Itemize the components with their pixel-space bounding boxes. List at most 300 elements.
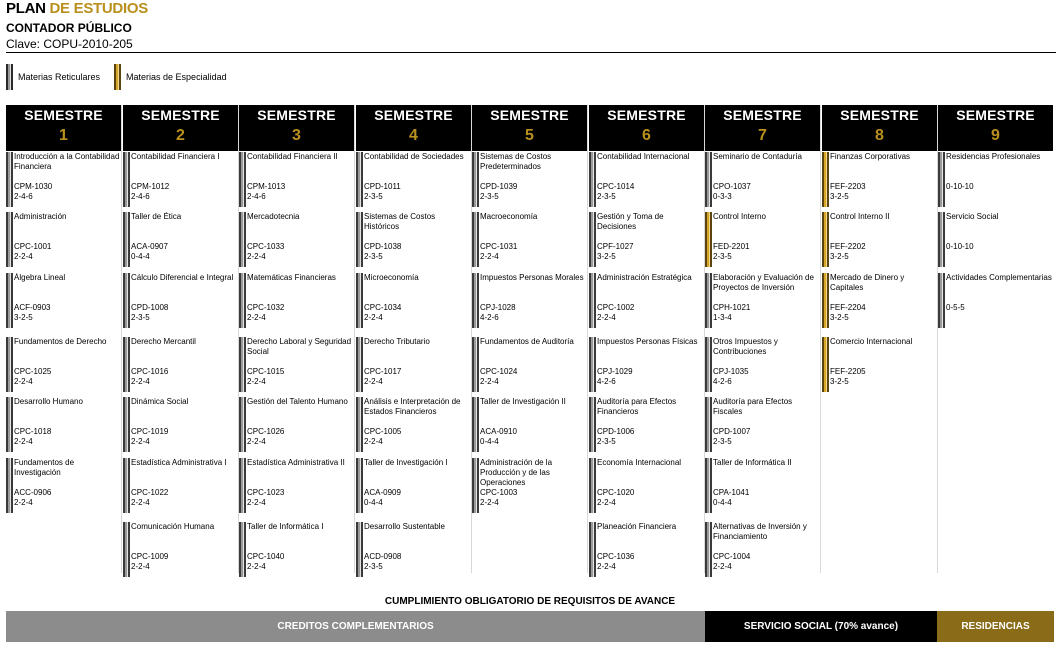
course-info <box>830 337 936 392</box>
course-name: Residencias Profesionales <box>946 152 1041 161</box>
course-card <box>356 522 470 577</box>
course-info <box>946 273 1052 328</box>
course-card <box>472 458 586 513</box>
course-credits: 0-5-5 <box>946 303 965 312</box>
legend <box>6 64 241 90</box>
course-code: CPC-1020 <box>597 488 635 497</box>
course-code: ACC-0906 <box>14 488 52 497</box>
reticular-marker <box>472 337 479 392</box>
course-code: FEF-2205 <box>830 367 866 376</box>
course-info <box>480 337 586 392</box>
reticular-marker <box>356 337 363 392</box>
legend-item-reticular <box>6 64 100 90</box>
course-info <box>14 337 120 392</box>
semester-column-9 <box>938 105 1053 573</box>
course-info <box>14 273 120 328</box>
course-code: CPH-1021 <box>713 303 751 312</box>
course-card <box>705 458 819 513</box>
course-name: Desarrollo Sustentable <box>364 522 445 531</box>
course-name: Administración <box>14 212 67 221</box>
course-name: Cálculo Diferencial e Integral <box>131 273 234 282</box>
course-name: Derecho Mercantil <box>131 337 196 346</box>
course-name: Gestión y Toma de Decisiones <box>597 212 664 231</box>
course-card <box>472 273 586 328</box>
course-credits: 2-2-4 <box>14 377 33 386</box>
semester-label: SEMESTRE <box>490 107 569 123</box>
course-name: Elaboración y Evaluación de Proyectos de Inversión <box>713 273 814 292</box>
course-credits: 2-2-4 <box>14 252 33 261</box>
course-code: CPC-1005 <box>364 427 402 436</box>
course-code: CPC-1014 <box>597 182 635 191</box>
course-credits: 2-2-4 <box>131 437 150 446</box>
reticular-marker <box>705 397 712 452</box>
reticular-marker <box>123 212 130 267</box>
course-credits: 4-2-6 <box>713 377 732 386</box>
course-code: FEF-2204 <box>830 303 866 312</box>
course-code: FEF-2202 <box>830 242 866 251</box>
course-card <box>589 522 703 577</box>
course-name: Seminario de Contaduría <box>713 152 802 161</box>
course-card <box>123 522 237 577</box>
course-info <box>131 522 237 577</box>
course-info <box>131 152 237 207</box>
course-card <box>472 152 586 207</box>
reticular-marker <box>472 212 479 267</box>
course-card <box>705 273 819 328</box>
course-info <box>597 152 703 207</box>
course-code: CPD-1011 <box>364 182 401 191</box>
course-card <box>123 212 237 267</box>
course-card <box>356 152 470 207</box>
course-name: Taller de Investigación I <box>364 458 448 467</box>
course-credits: 2-2-4 <box>597 498 616 507</box>
course-name: Servicio Social <box>946 212 999 221</box>
course-credits: 2-3-5 <box>713 437 732 446</box>
semester-number: 9 <box>991 127 1000 144</box>
reticular-marker <box>6 458 13 513</box>
semester-column-2 <box>123 105 238 573</box>
course-credits: 2-2-4 <box>14 437 33 446</box>
course-name: Desarrollo Humano <box>14 397 83 406</box>
course-name: Taller de Investigación II <box>480 397 566 406</box>
course-info <box>364 212 470 267</box>
course-name: Dinámica Social <box>131 397 189 406</box>
course-info <box>131 273 237 328</box>
course-card <box>356 273 470 328</box>
course-credits: 2-3-5 <box>713 252 732 261</box>
course-credits: 2-3-5 <box>131 313 150 322</box>
course-info <box>597 273 703 328</box>
course-name: Comercio Internacional <box>830 337 913 346</box>
reticular-marker <box>472 397 479 452</box>
especialidad-marker <box>822 273 829 328</box>
course-credits: 2-2-4 <box>364 377 383 386</box>
course-code: CPD-1007 <box>713 427 751 436</box>
course-info <box>480 152 586 207</box>
course-code: CPD-1038 <box>364 242 402 251</box>
course-info <box>14 152 120 207</box>
course-credits: 2-2-4 <box>480 498 499 507</box>
course-info <box>946 152 1052 207</box>
course-code: ACA-0909 <box>364 488 401 497</box>
course-code: CPC-1032 <box>247 303 285 312</box>
course-credits: 2-3-5 <box>480 192 499 201</box>
course-info <box>480 397 586 452</box>
course-name: Macroeconomía <box>480 212 538 221</box>
semester-header <box>239 105 354 151</box>
course-credits: 2-2-4 <box>597 562 616 571</box>
especialidad-swatch <box>114 64 121 90</box>
especialidad-marker <box>822 212 829 267</box>
course-info <box>247 458 353 513</box>
course-name: Álgebra Lineal <box>14 273 66 282</box>
reticular-marker <box>6 273 13 328</box>
course-card <box>589 458 703 513</box>
creditos-complementarios-segment <box>6 611 705 642</box>
reticular-marker <box>123 522 130 577</box>
reticular-marker <box>356 152 363 207</box>
course-credits: 2-3-5 <box>597 192 616 201</box>
servicio-social-segment <box>705 611 937 642</box>
course-code: CPC-1040 <box>247 552 285 561</box>
course-credits: 2-3-5 <box>364 562 383 571</box>
course-code: CPJ-1029 <box>597 367 633 376</box>
course-code: CPC-1016 <box>131 367 169 376</box>
reticular-marker <box>123 337 130 392</box>
reticular-marker <box>705 152 712 207</box>
course-credits: 0-4-4 <box>480 437 499 446</box>
course-name: Microeconomía <box>364 273 419 282</box>
course-card <box>6 397 120 452</box>
course-code: CPD-1006 <box>597 427 635 436</box>
reticular-marker <box>123 458 130 513</box>
course-info <box>131 458 237 513</box>
course-name: Taller de Informática I <box>247 522 324 531</box>
course-name: Control Interno <box>713 212 766 221</box>
course-info <box>480 273 586 328</box>
course-credits: 3-2-5 <box>830 252 849 261</box>
course-name: Auditoría para Efectos Financieros <box>597 397 677 416</box>
course-card <box>6 152 120 207</box>
course-info <box>597 458 703 513</box>
course-code: CPC-1031 <box>480 242 518 251</box>
course-info <box>247 152 353 207</box>
course-info <box>713 212 819 267</box>
course-card <box>589 273 703 328</box>
reticular-marker <box>938 212 945 267</box>
course-card <box>123 458 237 513</box>
semester-column-7 <box>705 105 820 573</box>
course-card <box>938 152 1052 207</box>
reticular-marker <box>239 273 246 328</box>
course-card <box>705 522 819 577</box>
course-credits: 3-2-5 <box>830 192 849 201</box>
course-card <box>123 273 237 328</box>
course-credits: 2-2-4 <box>247 377 266 386</box>
course-info <box>830 273 936 328</box>
course-card <box>589 212 703 267</box>
especialidad-marker <box>822 337 829 392</box>
course-card <box>123 397 237 452</box>
course-credits: 0-3-3 <box>713 192 732 201</box>
course-name: Mercadotecnia <box>247 212 300 221</box>
reticular-marker <box>705 337 712 392</box>
legend-label-especialidad: Materias de Especialidad <box>126 72 227 82</box>
course-code: CPD-1039 <box>480 182 518 191</box>
reticular-marker <box>123 397 130 452</box>
reticular-marker <box>356 522 363 577</box>
course-card <box>705 397 819 452</box>
especialidad-marker <box>822 152 829 207</box>
course-name: Auditoría para Efectos Fiscales <box>713 397 793 416</box>
course-card <box>472 397 586 452</box>
course-card <box>822 273 936 328</box>
reticular-marker <box>239 152 246 207</box>
semester-label: SEMESTRE <box>141 107 220 123</box>
reticular-marker <box>589 458 596 513</box>
semester-column-5 <box>472 105 587 573</box>
reticular-marker <box>705 458 712 513</box>
reticular-marker <box>938 152 945 207</box>
course-code: CPC-1001 <box>14 242 52 251</box>
course-card <box>938 212 1052 267</box>
residencias-label: RESIDENCIAS <box>961 621 1030 632</box>
title-de-estudios: DE ESTUDIOS <box>49 0 148 17</box>
reticular-marker <box>239 337 246 392</box>
reticular-marker <box>589 337 596 392</box>
reticular-marker <box>239 522 246 577</box>
course-credits: 0-10-10 <box>946 182 974 191</box>
course-credits: 2-2-4 <box>480 377 499 386</box>
course-code: CPC-1004 <box>713 552 751 561</box>
course-code: CPC-1009 <box>131 552 169 561</box>
reticular-marker <box>705 522 712 577</box>
course-credits: 4-2-6 <box>480 313 499 322</box>
semester-number: 1 <box>59 127 68 144</box>
reticular-marker <box>239 458 246 513</box>
reticular-marker <box>239 397 246 452</box>
course-name: Alternativas de Inversión y Financiamiento <box>713 522 807 541</box>
course-card <box>589 397 703 452</box>
course-info <box>713 273 819 328</box>
reticular-marker <box>705 273 712 328</box>
course-name: Contabilidad Financiera I <box>131 152 220 161</box>
course-info <box>597 522 703 577</box>
reticular-marker <box>123 152 130 207</box>
course-credits: 3-2-5 <box>14 313 33 322</box>
course-code: CPM-1012 <box>131 182 170 191</box>
course-credits: 3-2-5 <box>830 313 849 322</box>
column-divider <box>587 105 588 573</box>
course-credits: 2-2-4 <box>364 313 383 322</box>
course-card <box>239 152 353 207</box>
course-card <box>239 337 353 392</box>
course-info <box>364 152 470 207</box>
course-code: CPF-1027 <box>597 242 634 251</box>
course-credits: 3-2-5 <box>597 252 616 261</box>
course-code: FEF-2203 <box>830 182 866 191</box>
semester-number: 7 <box>758 127 767 144</box>
course-info <box>597 397 703 452</box>
course-name: Taller de Informática II <box>713 458 792 467</box>
course-code: CPC-1034 <box>364 303 402 312</box>
course-name: Contabilidad de Sociedades <box>364 152 464 161</box>
course-info <box>364 273 470 328</box>
semester-label: SEMESTRE <box>840 107 919 123</box>
course-name: Estadística Administrativa II <box>247 458 345 467</box>
course-card <box>356 458 470 513</box>
course-code: CPJ-1028 <box>480 303 516 312</box>
course-card <box>6 337 120 392</box>
reticular-marker <box>938 273 945 328</box>
especialidad-marker <box>705 212 712 267</box>
course-code: ACA-0907 <box>131 242 168 251</box>
course-info <box>14 458 120 513</box>
reticular-marker <box>239 212 246 267</box>
semester-column-8 <box>822 105 937 573</box>
course-card <box>6 458 120 513</box>
semester-header <box>123 105 238 151</box>
semester-grid <box>6 105 1054 573</box>
semester-header <box>356 105 471 151</box>
servicio-label: SERVICIO SOCIAL (70% avance) <box>743 621 899 632</box>
course-code: CPC-1022 <box>131 488 169 497</box>
course-info <box>364 458 470 513</box>
course-card <box>6 273 120 328</box>
reticular-marker <box>472 458 479 513</box>
course-info <box>247 397 353 452</box>
course-name: Economía Internacional <box>597 458 682 467</box>
course-card <box>239 458 353 513</box>
course-code: ACA-0910 <box>480 427 517 436</box>
reticular-swatch <box>6 64 13 90</box>
column-divider <box>354 105 355 573</box>
course-info <box>713 152 819 207</box>
column-divider <box>820 105 821 573</box>
reticular-marker <box>6 212 13 267</box>
course-card <box>239 522 353 577</box>
requirements-title: CUMPLIMIENTO OBLIGATORIO DE REQUISITOS DE AVANCE <box>384 596 676 607</box>
course-name: Sistemas de Costos Históricos <box>364 212 436 231</box>
semester-header <box>472 105 587 151</box>
course-credits: 2-3-5 <box>364 192 383 201</box>
course-credits: 2-2-4 <box>247 252 266 261</box>
course-card <box>356 397 470 452</box>
course-credits: 2-2-4 <box>131 377 150 386</box>
column-divider <box>121 105 122 573</box>
course-name: Control Interno II <box>830 212 890 221</box>
course-card <box>356 212 470 267</box>
reticular-marker <box>589 212 596 267</box>
course-code: CPC-1002 <box>597 303 635 312</box>
course-name: Sistemas de Costos Predeterminados <box>480 152 552 171</box>
course-credits: 2-2-4 <box>247 498 266 507</box>
course-info <box>713 522 819 577</box>
course-credits: 2-2-4 <box>713 562 732 571</box>
semester-number: 4 <box>409 127 418 144</box>
semester-header <box>6 105 121 151</box>
semester-label: SEMESTRE <box>257 107 336 123</box>
course-name: Finanzas Corporativas <box>830 152 911 161</box>
course-code: FED-2201 <box>713 242 750 251</box>
semester-column-4 <box>356 105 471 573</box>
course-code: ACD-0908 <box>364 552 402 561</box>
page-title <box>6 1 1056 17</box>
course-credits: 0-10-10 <box>946 242 974 251</box>
course-credits: 2-3-5 <box>364 252 383 261</box>
semester-number: 5 <box>525 127 534 144</box>
reticular-marker <box>123 273 130 328</box>
course-code: CPC-1003 <box>480 488 518 497</box>
reticular-marker <box>6 397 13 452</box>
page-header <box>6 1 1056 53</box>
course-info <box>14 397 120 452</box>
course-info <box>480 458 586 513</box>
course-info <box>830 152 936 207</box>
reticular-marker <box>589 522 596 577</box>
semester-number: 6 <box>642 127 651 144</box>
residencias-segment <box>937 611 1054 642</box>
course-info <box>597 337 703 392</box>
course-name: Gestión del Talento Humano <box>247 397 348 406</box>
course-credits: 2-3-5 <box>597 437 616 446</box>
course-name: Contabilidad Internacional <box>597 152 690 161</box>
course-info <box>713 337 819 392</box>
course-code: CPC-1024 <box>480 367 518 376</box>
reticular-marker <box>6 152 13 207</box>
course-credits: 0-4-4 <box>713 498 732 507</box>
reticular-marker <box>589 152 596 207</box>
course-code: CPC-1036 <box>597 552 635 561</box>
semester-header <box>589 105 704 151</box>
course-credits: 3-2-5 <box>830 377 849 386</box>
legend-item-especialidad <box>114 64 227 90</box>
title-plan: PLAN <box>6 0 46 17</box>
career-name: CONTADOR PÚBLICO <box>6 21 132 35</box>
creditos-label: CREDITOS COMPLEMENTARIOS <box>277 621 434 632</box>
course-credits: 2-2-4 <box>597 313 616 322</box>
course-name: Taller de Ética <box>131 212 182 221</box>
course-name: Fundamentos de Derecho <box>14 337 107 346</box>
course-name: Contabilidad Financiera II <box>247 152 338 161</box>
course-card <box>239 273 353 328</box>
course-card <box>123 337 237 392</box>
course-info <box>247 337 353 392</box>
course-code: CPC-1026 <box>247 427 285 436</box>
semester-number: 2 <box>176 127 185 144</box>
course-card <box>239 397 353 452</box>
semester-number: 3 <box>292 127 301 144</box>
course-name: Administración Estratégica <box>597 273 692 282</box>
course-info <box>364 522 470 577</box>
reticular-marker <box>356 458 363 513</box>
course-code: CPD-1008 <box>131 303 169 312</box>
reticular-marker <box>472 273 479 328</box>
course-card <box>938 273 1052 328</box>
course-credits: 4-2-6 <box>597 377 616 386</box>
course-card <box>123 152 237 207</box>
course-code: CPC-1017 <box>364 367 402 376</box>
course-code: CPC-1019 <box>131 427 169 436</box>
course-card <box>822 152 936 207</box>
course-name: Análisis e Interpretación de Estados Financieros <box>364 397 461 416</box>
semester-label: SEMESTRE <box>374 107 453 123</box>
course-credits: 2-2-4 <box>247 562 266 571</box>
course-credits: 2-2-4 <box>14 498 33 507</box>
course-name: Otros Impuestos y Contribuciones <box>713 337 778 356</box>
program-code: Clave: COPU-2010-205 <box>6 37 133 51</box>
semester-column-3 <box>239 105 354 573</box>
